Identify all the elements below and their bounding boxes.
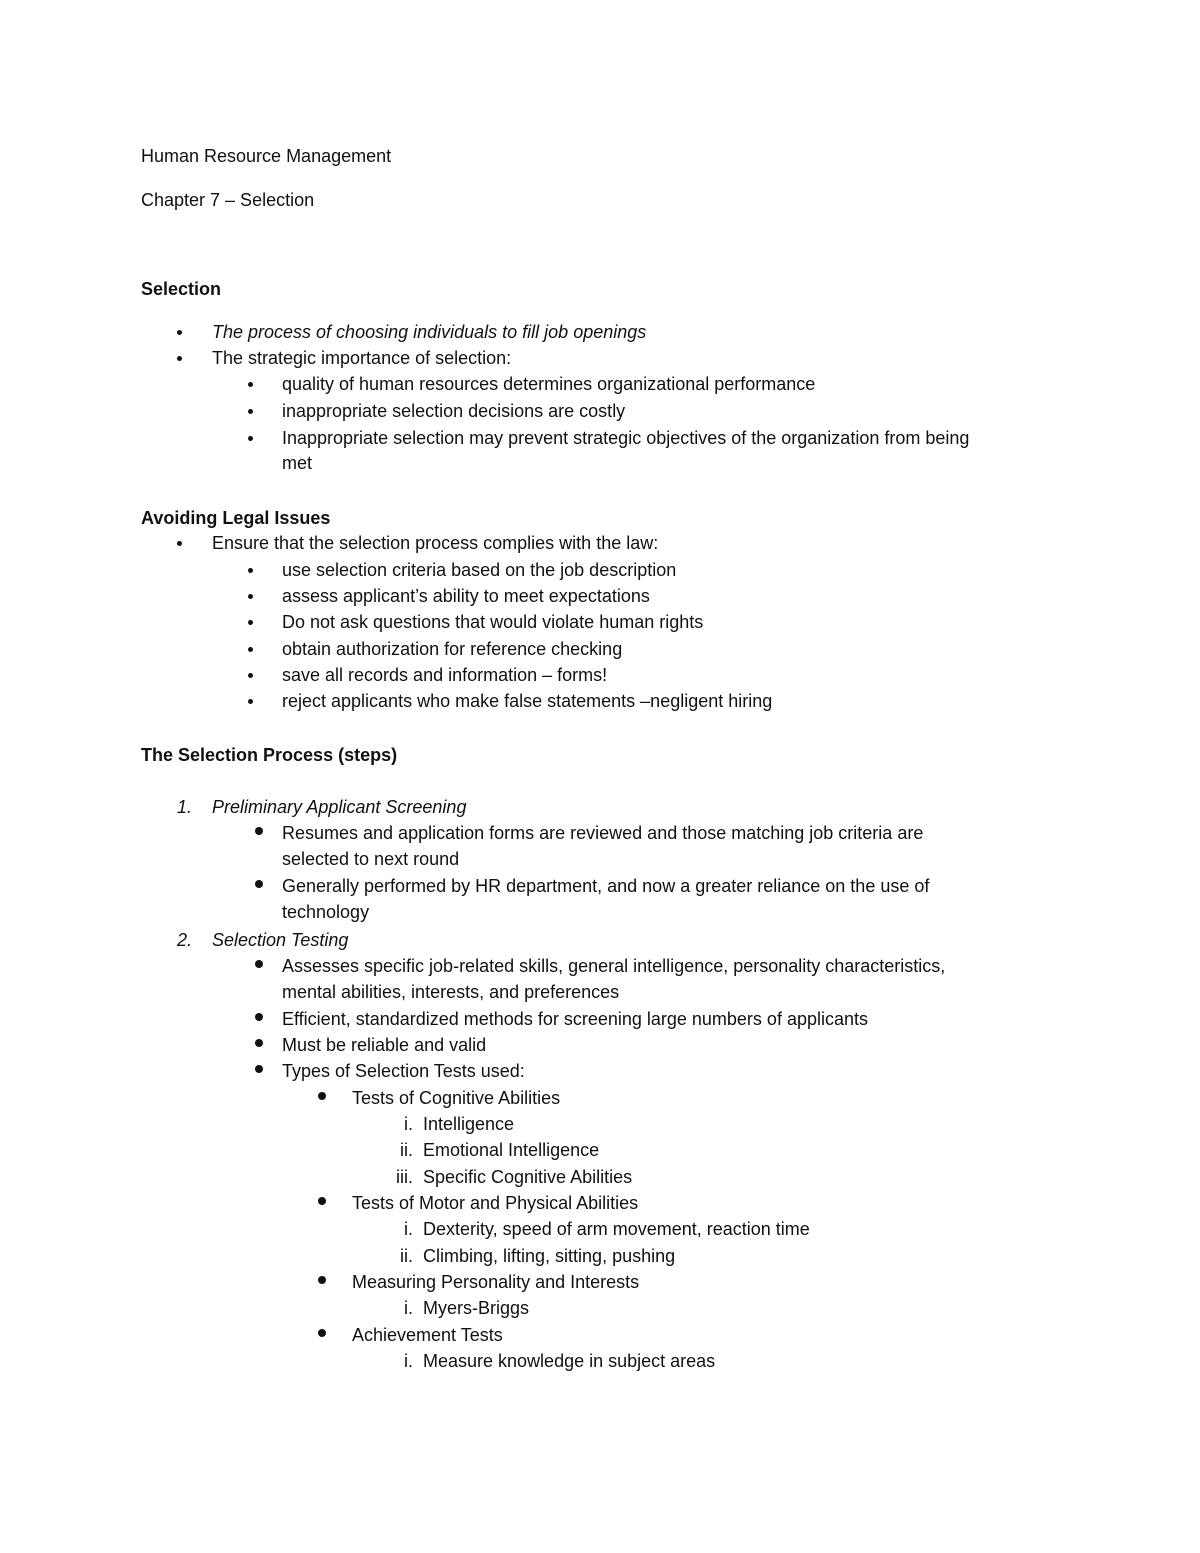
- list-item: Do not ask questions that would violate human rights: [282, 612, 704, 632]
- list-item-continuation: mental abilities, interests, and preferences: [282, 982, 620, 1002]
- list-item: Generally performed by HR department, and now a greater reliance on the use of: [282, 876, 930, 896]
- list-item: The strategic importance of selection:: [212, 348, 512, 368]
- roman-numeral: i.: [404, 1298, 413, 1318]
- list-item-continuation: technology: [282, 902, 370, 922]
- list-item: Myers-Briggs: [423, 1298, 530, 1318]
- bullet-icon: [177, 356, 182, 361]
- bullet-icon: [248, 673, 253, 678]
- list-item: Climbing, lifting, sitting, pushing: [423, 1246, 676, 1266]
- roman-numeral: i.: [404, 1351, 413, 1371]
- bullet-icon: [318, 1092, 326, 1100]
- list-item-continuation: met: [282, 453, 313, 473]
- list-item: use selection criteria based on the job description: [282, 560, 677, 580]
- list-item: Dexterity, speed of arm movement, reaction time: [423, 1219, 810, 1239]
- list-item-continuation: selected to next round: [282, 849, 460, 869]
- list-item: Efficient, standardized methods for screening large numbers of applicants: [282, 1009, 868, 1029]
- bullet-icon: [248, 382, 253, 387]
- roman-numeral: ii.: [400, 1140, 413, 1160]
- bullet-icon: [255, 960, 263, 968]
- list-item: The process of choosing individuals to fill job openings: [212, 322, 647, 342]
- list-item: assess applicant’s ability to meet expectations: [282, 586, 650, 606]
- list-item: Measure knowledge in subject areas: [423, 1351, 716, 1371]
- section-heading-process: The Selection Process (steps): [141, 745, 398, 765]
- roman-numeral: i.: [404, 1114, 413, 1134]
- bullet-icon: [248, 594, 253, 599]
- test-type: Tests of Cognitive Abilities: [352, 1088, 561, 1108]
- step-number: 1.: [176, 797, 192, 817]
- bullet-icon: [318, 1329, 326, 1337]
- list-item: reject applicants who make false statements –negligent hiring: [282, 691, 773, 711]
- list-item: Types of Selection Tests used:: [282, 1061, 525, 1081]
- test-type: Achievement Tests: [352, 1325, 503, 1345]
- section-heading-selection: Selection: [141, 279, 222, 299]
- list-item: quality of human resources determines organizational performance: [282, 374, 816, 394]
- bullet-icon: [177, 330, 182, 335]
- roman-numeral: iii.: [396, 1167, 413, 1187]
- bullet-icon: [248, 436, 253, 441]
- list-item: Assesses specific job-related skills, general intelligence, personality characteristics,: [282, 956, 946, 976]
- bullet-icon: [255, 1013, 263, 1021]
- test-type: Measuring Personality and Interests: [352, 1272, 640, 1292]
- list-item: Ensure that the selection process complies with the law:: [212, 533, 659, 553]
- bullet-icon: [177, 541, 182, 546]
- roman-numeral: i.: [404, 1219, 413, 1239]
- step-title: Selection Testing: [212, 930, 349, 950]
- step-number: 2.: [176, 930, 192, 950]
- bullet-icon: [248, 620, 253, 625]
- list-item: obtain authorization for reference checking: [282, 639, 623, 659]
- bullet-icon: [318, 1276, 326, 1284]
- bullet-icon: [248, 568, 253, 573]
- list-item: Must be reliable and valid: [282, 1035, 487, 1055]
- bullet-icon: [255, 880, 263, 888]
- bullet-icon: [248, 647, 253, 652]
- bullet-icon: [248, 409, 253, 414]
- list-item: Specific Cognitive Abilities: [423, 1167, 633, 1187]
- test-type: Tests of Motor and Physical Abilities: [352, 1193, 639, 1213]
- step-title: Preliminary Applicant Screening: [212, 797, 467, 817]
- list-item: Inappropriate selection may prevent strategic objectives of the organization from being: [282, 428, 970, 448]
- list-item: Intelligence: [423, 1114, 515, 1134]
- section-heading-legal: Avoiding Legal Issues: [141, 508, 331, 528]
- list-item: Emotional Intelligence: [423, 1140, 600, 1160]
- list-item: inappropriate selection decisions are costly: [282, 401, 626, 421]
- course-title: Human Resource Management: [141, 146, 392, 166]
- bullet-icon: [318, 1197, 326, 1205]
- bullet-icon: [248, 699, 253, 704]
- list-item: Resumes and application forms are reviewed and those matching job criteria are: [282, 823, 924, 843]
- chapter-title: Chapter 7 – Selection: [141, 190, 315, 210]
- bullet-icon: [255, 1065, 263, 1073]
- bullet-icon: [255, 827, 263, 835]
- roman-numeral: ii.: [400, 1246, 413, 1266]
- bullet-icon: [255, 1039, 263, 1047]
- list-item: save all records and information – forms!: [282, 665, 608, 685]
